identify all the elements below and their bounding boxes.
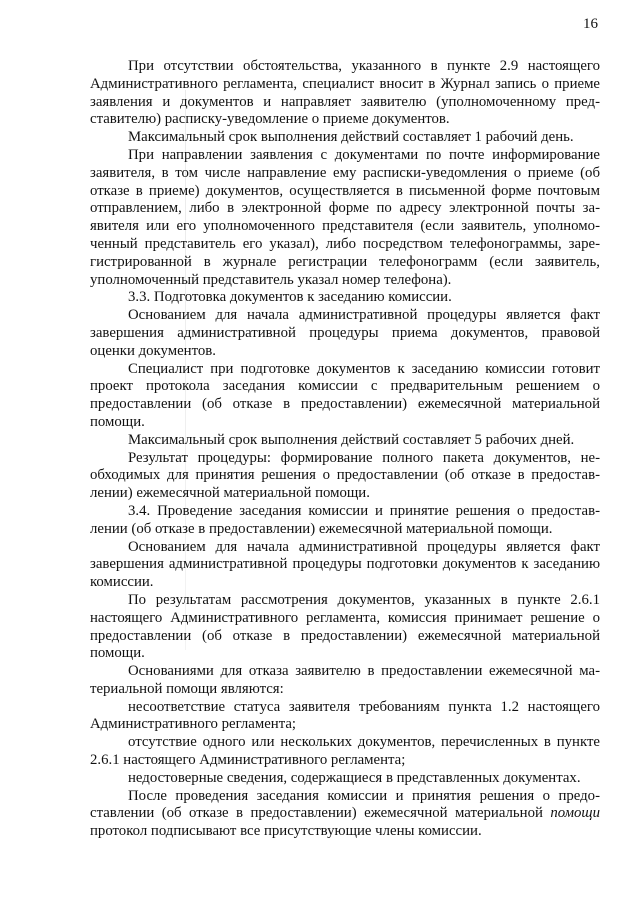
section-heading: 3.4. Проведение заседания комиссии и принятие решения о предоставлении (об отказе в предоставлении) ежемесячной материальной помощи.: [90, 502, 600, 537]
paragraph: Основанием для начала административной процедуры является факт завершения административной процедуры подготовки документов к заседанию комиссии.: [90, 538, 600, 591]
closing-tail: протокол подписывают все присутствующие члены комиссии.: [90, 823, 482, 840]
paragraph: Основанием для начала административной процедуры является факт завершения административной процедуры приема документов, правовой оценки документов.: [90, 307, 600, 359]
paragraph: Максимальный срок выполнения действий составляет 5 рабочих дней.: [128, 431, 575, 448]
list-item: отсутствие одного или нескольких документов, перечисленных в пункте 2.6.1 настоящего Административного регламента;: [90, 734, 600, 769]
paragraph: При направлении заявления с документами по почте информирование заявителя, в том числе направление ему расписки-уведомления о приеме (об отказе в приеме) документов, осуществляется в письменной форме почтовым отправлением, либо в электронной форме по адресу электронной почты заявителя или его уполномоченного представителя (если заявитель, уполномоченный представитель его указал), либо посредством телефонограммы, зарегистрированной в журнале регистрации телефонограмм (если заявитель, уполномоченный представитель указал номер телефона).: [90, 146, 600, 288]
document-body: [90, 58, 600, 841]
paragraph: Максимальный срок выполнения действий составляет 1 рабочий день.: [128, 129, 574, 146]
list-item: несоответствие статуса заявителя требованиям пункта 1.2 настоящего Административного регламента;: [90, 698, 600, 733]
section-heading: 3.3. Подготовка документов к заседанию комиссии.: [128, 289, 452, 306]
paragraph: При отсутствии обстоятельства, указанного в пункте 2.9 настоящего Административного регламента, специалист вносит в Журнал запись о приеме заявления и документов и направляет заявителю (уполномоченному представителю) расписку-уведомление о приеме документов.: [90, 58, 600, 128]
paragraph: Специалист при подготовке документов к заседанию комиссии готовит проект протокола заседания комиссии с предварительным решением о предоставлении (об отказе в предоставлении) ежемесячной материальной помощи.: [90, 360, 600, 430]
paragraph: Результат процедуры: формирование полного пакета документов, необходимых для принятия решения о предоставлении (об отказе в предоставлении) ежемесячной материальной помощи.: [90, 449, 600, 502]
closing-italic-word: помощи: [550, 805, 600, 822]
list-item: недостоверные сведения, содержащиеся в представленных документах.: [128, 769, 581, 786]
paragraph: Основаниями для отказа заявителю в предоставлении ежемесячной материальной помощи являются:: [90, 663, 600, 697]
page-number: 16: [583, 16, 598, 32]
paragraph: По результатам рассмотрения документов, указанных в пункте 2.6.1 настоящего Административного регламента, комиссия принимает решение о предоставлении (об отказе в предоставлении) ежемесячной материальной помощи.: [90, 591, 600, 662]
closing-paragraph: [90, 788, 600, 841]
closing-lead: После проведения заседания комиссии и принятия решения о предоставлении (об отказе в предоставлении) ежемесячной материальной: [90, 787, 600, 822]
